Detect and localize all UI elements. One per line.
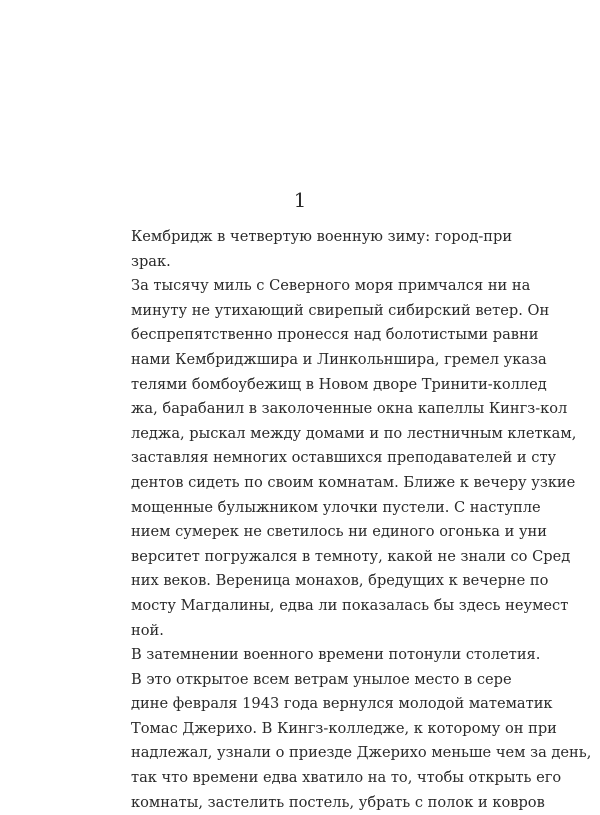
text-line: Томас Джерихо. В Кингз-колледже, к которому он при [131, 719, 557, 737]
text-line: нами Кембриджшира и Линкольншира, гремел указа [131, 350, 547, 368]
text-line: телями бомбоубежищ в Новом дворе Тринити-коллед [131, 375, 547, 393]
text-line: За тысячу миль с Северного моря примчался ни на [131, 277, 531, 295]
text-line: них веков. Вереница монахов, бредущих к вечерне по [131, 572, 549, 590]
text-line: мосту Магдалины, едва ли показалась бы здесь неумест [131, 596, 569, 614]
text-line: ной. [131, 621, 164, 639]
text-line: так что времени едва хватило на то, чтобы открыть его [131, 769, 562, 787]
text-line: надлежал, узнали о приезде Джерихо меньше чем за день, [131, 744, 592, 762]
text-line: леджа, рыскал между домами и по лестничным клеткам, [131, 424, 577, 442]
text-line: мощенные булыжником улочки пустели. С наступле [131, 498, 541, 516]
chapter-text [131, 225, 592, 815]
text-line: минуту не утихающий свирепый сибирский ветер. Он [131, 301, 550, 319]
text-line: Кембридж в четвертую военную зиму: город-при [131, 228, 513, 245]
chapter-number: 1 [293, 188, 307, 212]
text-line: беспрепятственно пронесся над болотистыми равни [131, 326, 539, 344]
text-line: заставляя немногих оставшихся преподавателей и сту [131, 449, 557, 467]
text-line: нием сумерек не светилось ни единого огонька и уни [131, 523, 547, 541]
text-line: В затемнении военного времени потонули столетия. [131, 646, 541, 664]
text-line: верситет погружался в темноту, какой не знали со Сред [131, 547, 571, 565]
text-line: зрак. [131, 252, 171, 270]
text-line: жа, барабанил в заколоченные окна капеллы Кингз-кол [131, 400, 568, 418]
text-line: дине февраля 1943 года вернулся молодой математик [131, 695, 553, 713]
text-line: В это открытое всем ветрам унылое место в сере [131, 670, 512, 688]
text-line: комнаты, застелить постель, убрать с полок и ковров [131, 793, 545, 811]
text-line: дентов сидеть по своим комнатам. Ближе к вечеру узкие [131, 473, 576, 491]
